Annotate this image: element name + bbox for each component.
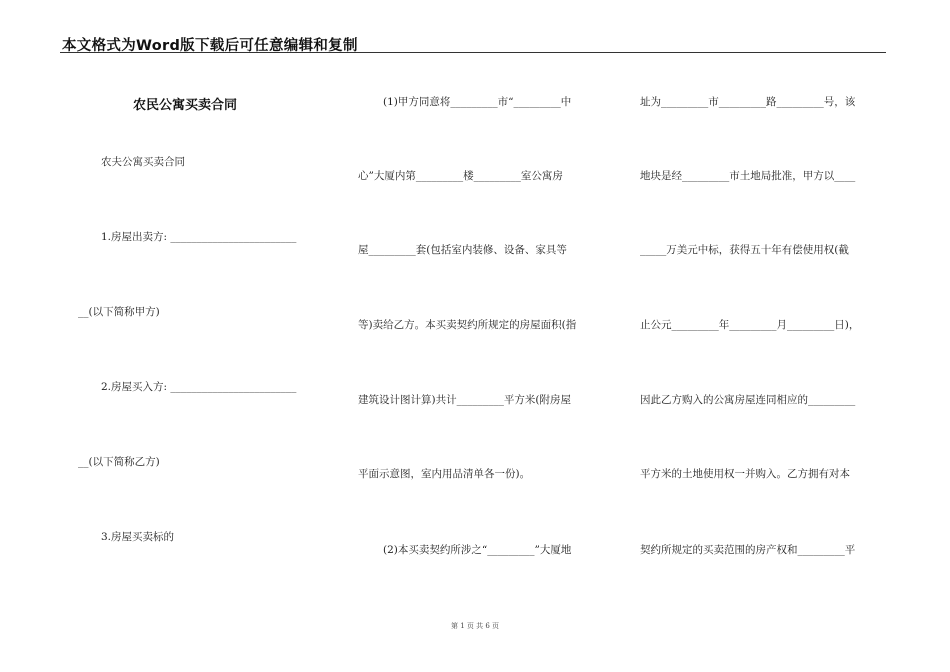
col3-line-6: 平方米的土地使用权一并购入。乙方拥有对本 bbox=[640, 468, 850, 480]
col3-line-3: _____万美元中标，获得五十年有偿使用权(截 bbox=[640, 244, 849, 256]
document-header: 本文格式为Word版下载后可任意编辑和复制 bbox=[62, 38, 358, 54]
col1-line-5: __(以下简称乙方) bbox=[78, 456, 160, 468]
col1-line-4: 2.房屋买入方: ________________________ bbox=[101, 381, 297, 393]
col2-line-5: 建筑设计图计算)共计_________平方米(附房屋 bbox=[358, 394, 571, 406]
col1-line-2: 1.房屋出卖方: ________________________ bbox=[101, 231, 297, 243]
col1-line-3: __(以下简称甲方) bbox=[78, 306, 160, 318]
header-divider bbox=[60, 52, 886, 53]
col2-line-1: (1)甲方同意将_________市“_________中 bbox=[383, 96, 572, 108]
col2-line-7: (2)本买卖契约所涉之“_________”大厦地 bbox=[383, 544, 572, 556]
col2-line-6: 平面示意图，室内用品清单各一份)。 bbox=[358, 468, 531, 480]
col3-line-4: 止公元_________年_________月_________日)， bbox=[640, 319, 860, 331]
col3-line-1: 址为_________市_________路_________号，该 bbox=[640, 96, 856, 108]
col3-line-7: 契约所规定的买卖范围的房产权和_________平 bbox=[640, 544, 856, 556]
col2-line-4: 等)卖给乙方。本买卖契约所规定的房屋面积(指 bbox=[358, 319, 577, 331]
page-footer: 第 1 页 共 6 页 bbox=[450, 622, 500, 630]
document-title: 农民公寓买卖合同 bbox=[133, 98, 238, 113]
col2-line-3: 屋_________套(包括室内装修、设备、家具等 bbox=[358, 244, 567, 256]
col1-line-6: 3.房屋买卖标的 bbox=[101, 531, 175, 543]
col3-line-2: 地块是经_________市土地局批准，甲方以____ bbox=[640, 170, 856, 182]
col1-line-1: 农夫公寓买卖合同 bbox=[101, 156, 185, 168]
col2-line-2: 心”大厦内第_________楼_________室公寓房 bbox=[358, 170, 563, 182]
col3-line-5: 因此乙方购入的公寓房屋连同相应的_________ bbox=[640, 394, 856, 406]
